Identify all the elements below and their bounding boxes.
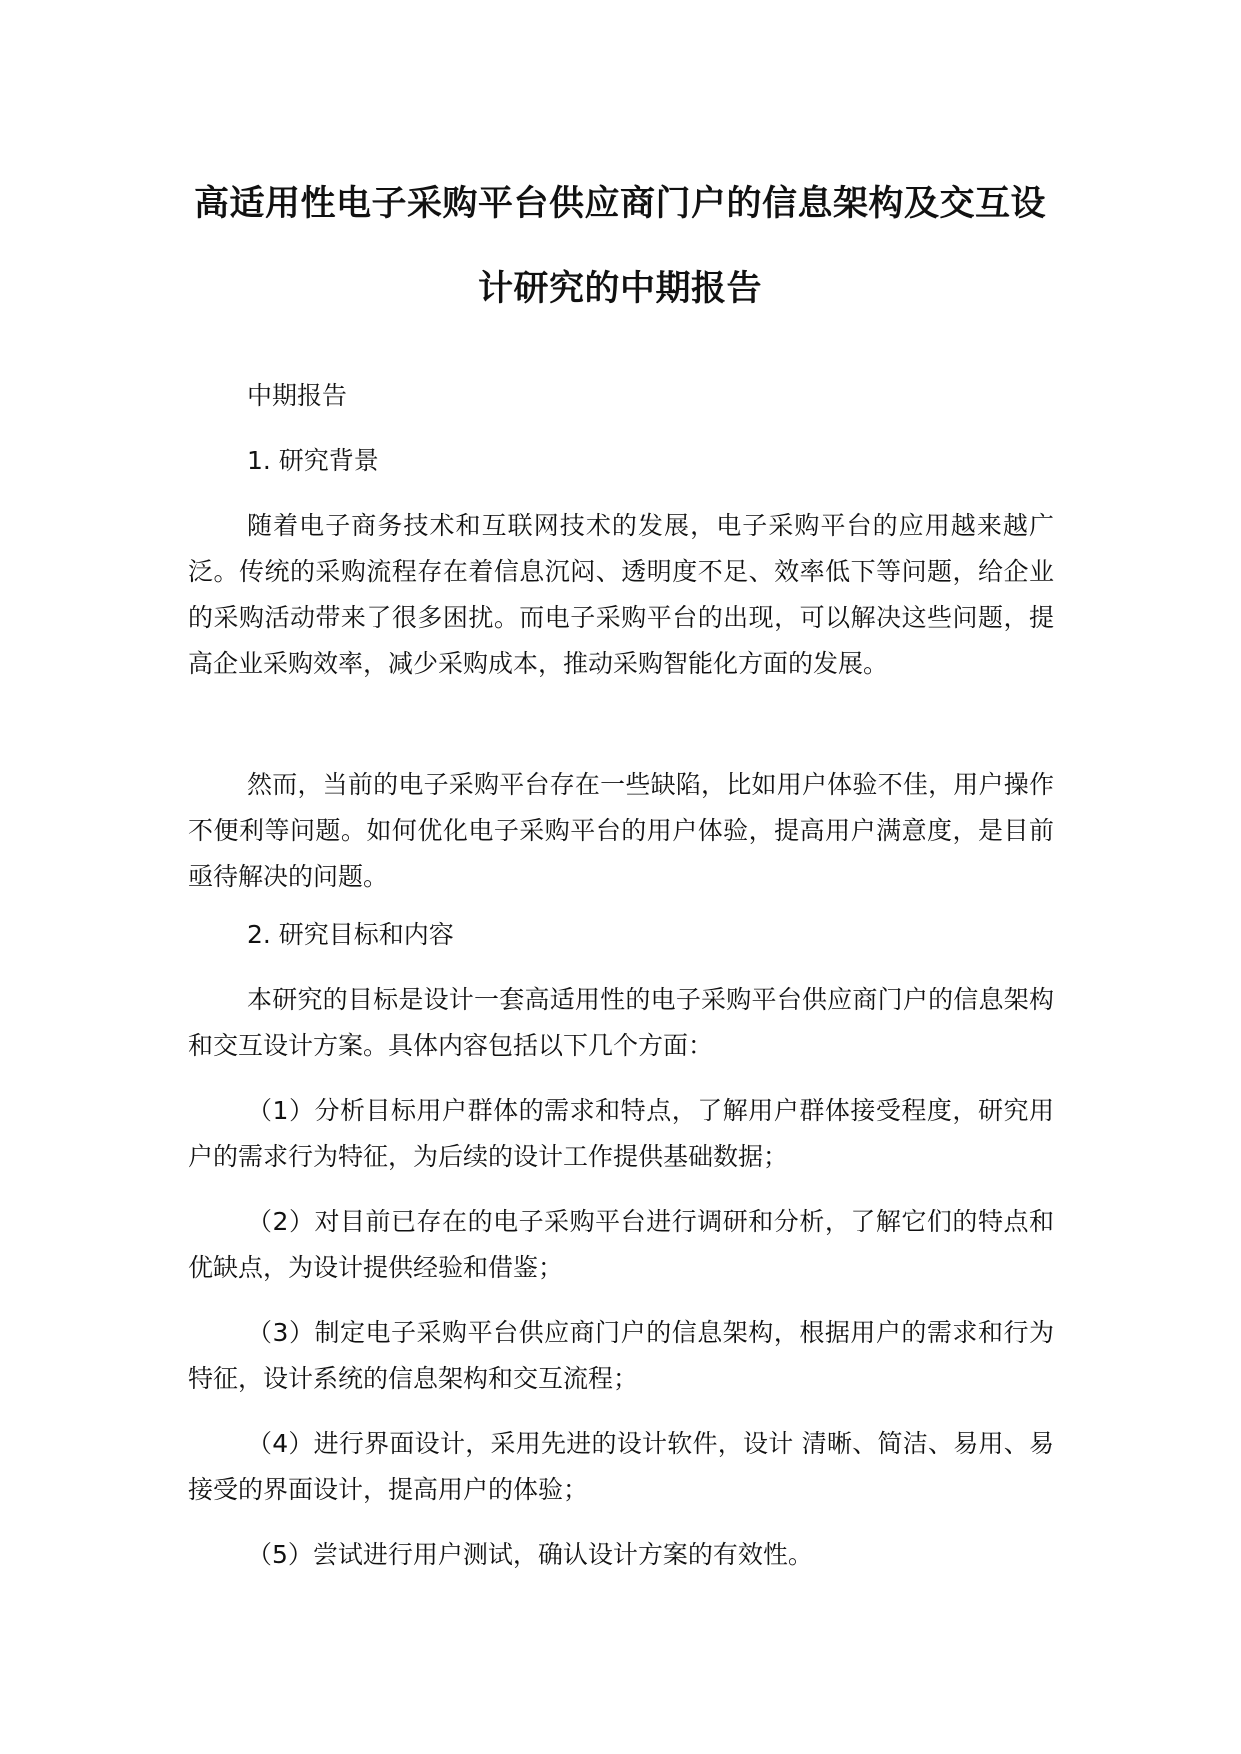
section-heading-goals: 2. 研究目标和内容 (247, 920, 454, 949)
content-item-1: （1）分析目标用户群体的需求和特点，了解用户群体接受程度，研究用户的需求行为特征，为后续的设计工作提供基础数据； (188, 1096, 1054, 1171)
background-paragraph-2: 然而，当前的电子采购平台存在一些缺陷，比如用户体验不佳，用户操作不便利等问题。如何优化电子采购平台的用户体验，提高用户满意度，是目前亟待解决的问题。 (188, 770, 1054, 891)
content-item-2: （2）对目前已存在的电子采购平台进行调研和分析，了解它们的特点和优缺点，为设计提供经验和借鉴； (188, 1207, 1054, 1282)
goals-intro-paragraph: 本研究的目标是设计一套高适用性的电子采购平台供应商门户的信息架构和交互设计方案。具体内容包括以下几个方面： (188, 985, 1054, 1060)
document-title: 高适用性电子采购平台供应商门户的信息架构及交互设计研究的中期报告 (193, 184, 1046, 309)
content-item-4: （4）进行界面设计，采用先进的设计软件，设计 清晰、简洁、易用、易接受的界面设计，提高用户的体验； (188, 1429, 1054, 1504)
section-heading-background: 1. 研究背景 (247, 446, 379, 475)
content-item-3: （3）制定电子采购平台供应商门户的信息架构，根据用户的需求和行为特征，设计系统的信息架构和交互流程； (188, 1318, 1054, 1393)
report-heading: 中期报告 (247, 381, 348, 410)
content-item-5: （5）尝试进行用户测试，确认设计方案的有效性。 (247, 1540, 813, 1569)
background-paragraph-1: 随着电子商务技术和互联网技术的发展，电子采购平台的应用越来越广泛。传统的采购流程存在着信息沉闷、透明度不足、效率低下等问题，给企业的采购活动带来了很多困扰。而电子采购平台的出现，可以解决这些问题，提高企业采购效率，减少采购成本，推动采购智能化方面的发展。 (188, 511, 1054, 678)
